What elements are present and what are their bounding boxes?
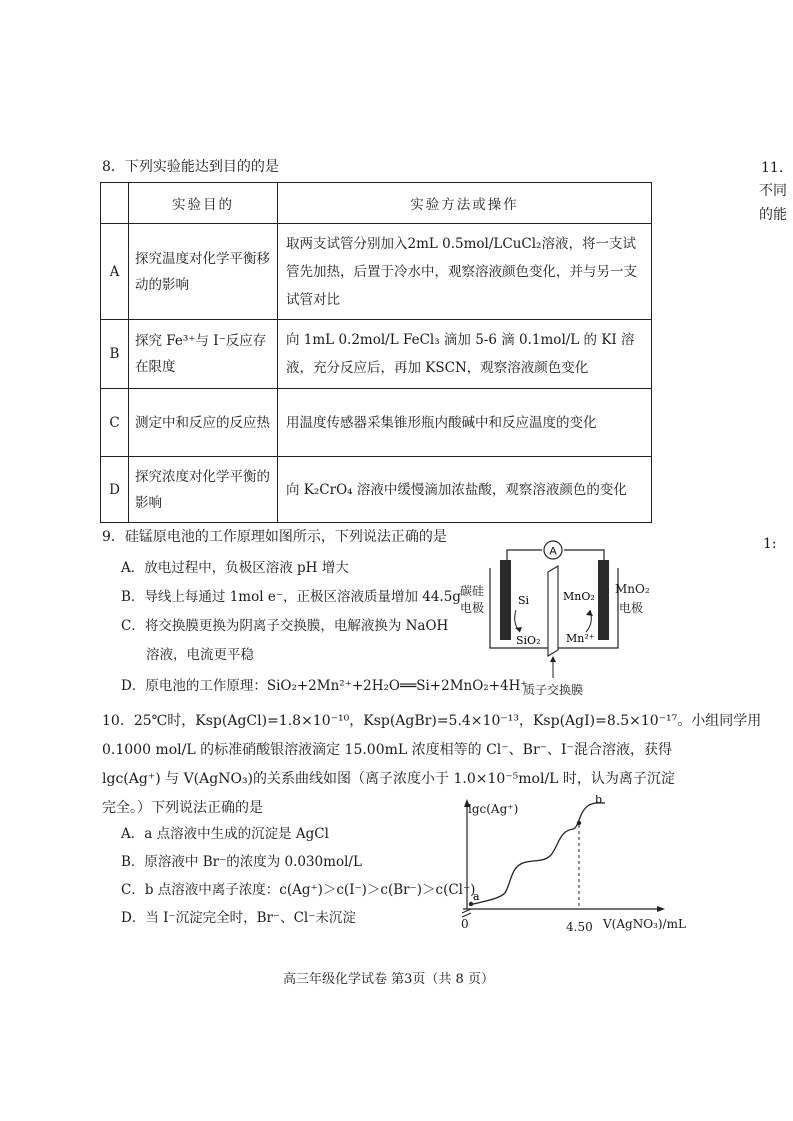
row-label: A [101,224,129,320]
left-electrode-label-2: 电极 [460,601,485,615]
si-label: Si [518,594,530,607]
graph-ylabel: lgc(Ag⁺) [468,802,519,816]
mn2-label: Mn²⁺ [566,632,595,645]
row-method: 用温度传感器采集锥形瓶内酸碱中和反应温度的变化 [278,389,652,457]
q9-option-c-cont: 溶液，电流更平稳 [146,647,254,663]
row-aim: 探究浓度对化学平衡的影响 [129,457,278,523]
q9-option-a: A．放电过程中，负极区溶液 pH 增大 [121,560,349,576]
edge-text-2: 不同 [759,183,787,199]
q10-stem-line4: 完全。）下列说法正确的是 [102,800,263,816]
q10-stem-line2: 0.1000 mol/L 的标准硝酸银溶液滴定 15.00mL 浓度相等的 Cl⁻、Br⁻、I⁻混合溶液，获得 [102,742,672,758]
q10-stem-line1: 10．25℃时，Ksp(AgCl)=1.8×10⁻¹⁰，Ksp(AgBr)=5.4×10⁻¹³，Ksp(AgI)=8.5×10⁻¹⁷。小组同学用 [102,713,762,729]
edge-text-1: 11． [761,160,793,176]
point-b [577,821,581,825]
header-aim: 实验目的 [129,183,278,224]
ammeter-label: A [549,545,557,558]
q9-option-b: B．导线上每通过 1mol e⁻，正极区溶液质量增加 44.5g [121,589,461,605]
edge-text-3: 的能 [759,207,787,223]
q10-option-d: D．当 I⁻沉淀完全时，Br⁻、Cl⁻未沉淀 [121,910,356,926]
q9-stem: 9．硅锰原电池的工作原理如图所示，下列说法正确的是 [102,529,447,545]
graph-origin: 0 [461,917,469,931]
q10-option-c: C．b 点溶液中离子浓度：c(Ag⁺)＞c(I⁻)＞c(Br⁻)＞c(Cl⁻) [121,882,476,898]
sio2-label: SiO₂ [516,634,541,647]
row-method: 取两支试管分别加入2mL 0.5mol/LCuCl₂溶液，将一支试管先加热，后置于冷水中，观察溶液颜色变化，并与另一支试管对比 [278,224,652,320]
table-row [101,224,652,320]
left-electrode-label-1: 碳硅 [460,584,485,598]
header-method: 实验方法或操作 [278,183,652,224]
graph-xlabel: V(AgNO₃)/mL [603,917,686,931]
row-method: 向 1mL 0.2mol/L FeCl₃ 滴加 5-6 滴 0.1mol/L 的 KI 溶液，充分反应后，再加 KSCN，观察溶液颜色变化 [278,320,652,389]
q8-stem: 8．下列实验能达到目的的是 [102,159,279,175]
row-label: B [101,320,129,389]
row-label: C [101,389,129,457]
membrane [548,566,558,656]
row-method: 向 K₂CrO₄ 溶液中缓慢滴加浓盐酸，观察溶液颜色的变化 [278,457,652,523]
row-aim: 探究 Fe³⁺与 I⁻反应存在限度 [129,320,278,389]
membrane-label: 质子交换膜 [523,683,584,697]
q10-option-b: B．原溶液中 Br⁻的浓度为 0.030mol/L [121,854,362,870]
q10-option-a: A．a 点溶液中生成的沉淀是 AgCl [121,826,329,842]
mno2-label: MnO₂ [563,590,595,603]
edge-text-4: 1: [763,536,777,552]
table-row [101,389,652,457]
header-label-cell [101,183,129,224]
silicon-electrode [500,560,511,640]
page-footer: 高三年级化学试卷 第3页（共 8 页） [283,972,494,987]
point-b-label: b [595,795,603,806]
right-electrode-label-1: MnO₂ [615,582,650,596]
q9-option-d: D．原电池的工作原理：SiO₂+2Mn²⁺+2H₂O══Si+2MnO₂+4H⁺ [121,678,528,694]
row-aim: 探究温度对化学平衡移动的影响 [129,224,278,320]
table-header-row [101,183,652,224]
q8-table [100,182,652,523]
row-label: D [101,457,129,523]
table-row [101,320,652,389]
graph-xtick: 4.50 [566,920,593,934]
mno2-electrode [598,560,609,640]
table-row [101,457,652,523]
titration-curve [469,803,605,905]
row-aim: 测定中和反应的反应热 [129,389,278,457]
q10-stem-line3: lgc(Ag⁺) 与 V(AgNO₃)的关系曲线如图（离子浓度小于 1.0×10⁻⁵mol/L 时，认为离子沉淀 [102,771,675,787]
q9-option-c: C．将交换膜更换为阴离子交换膜，电解液换为 NaOH [121,618,449,634]
point-a-label: a [473,890,480,903]
right-electrode-label-2: 电极 [619,601,644,615]
